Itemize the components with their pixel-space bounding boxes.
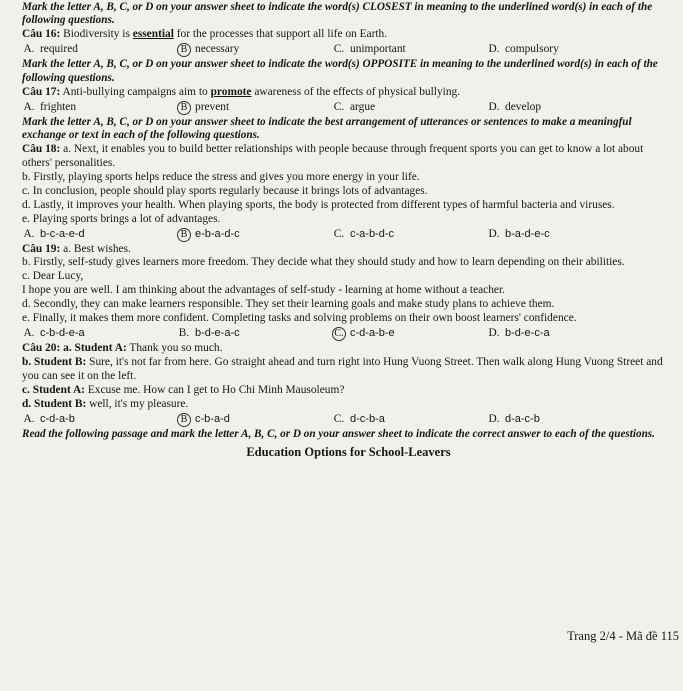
q18-line-b: b. Firstly, playing sports helps reduce the stress and gives you more energy in your life. [22, 170, 420, 183]
option-text: frighten [40, 100, 77, 113]
option-text: develop [505, 100, 542, 113]
option-letter: C. [333, 43, 345, 56]
option-text: b-a-d-e-c [505, 227, 550, 240]
option-text: c-b-d-e-a [40, 327, 85, 340]
q17-option-1[interactable] [177, 101, 332, 115]
option-text: c-a-b-d-c [350, 227, 395, 240]
options-18 [22, 228, 675, 242]
option-text: b-c-a-e-d [40, 227, 85, 240]
options-19 [22, 327, 675, 341]
option-letter: D. [488, 227, 500, 240]
q19-line-c: c. Dear Lucy, [22, 270, 84, 283]
instruction-closest: Mark the letter A, B, C, or D on your answer sheet to indicate the word(s) CLOSEST in meaning to the underlined word(s) in each of the following questions. [22, 1, 653, 27]
q20-option-2[interactable] [332, 413, 487, 427]
q17-option-0[interactable] [22, 101, 177, 115]
q19-line-letter: I hope you are well. I am thinking about the advantages of self-study - learning at home without a teacher. [22, 284, 506, 297]
option-text: b-d-e-a-c [195, 327, 240, 340]
option-text: c-b-a-d [195, 412, 230, 425]
q20-line-a: Câu 20: a. Student A: Thank you so much. [22, 342, 223, 354]
q16-option-3[interactable] [487, 43, 642, 57]
options-17 [22, 101, 675, 115]
q16-option-0[interactable] [22, 43, 177, 57]
option-letter: A. [23, 43, 35, 56]
q16-option-1[interactable] [177, 43, 332, 57]
option-letter: C. [333, 227, 345, 240]
option-text: d-c-b-a [350, 412, 385, 425]
q19-line-d: d. Secondly, they can make learners responsible. They set their learning goals and make study plans to achieve them. [22, 298, 555, 311]
q18-line-a: Câu 18: a. Next, it enables you to build better relationships with people because through frequent sports you can get to know a lot about others' personalities. [22, 143, 644, 170]
question-17: Câu 17: Anti-bullying campaigns aim to promote awareness of the effects of physical bullying. [22, 85, 461, 98]
option-text: unimportant [350, 43, 406, 56]
option-text: e-b-a-d-c [195, 227, 240, 240]
q18-line-d: d. Lastly, it improves your health. When playing sports, the body is protected from different types of harmful bacteria and viruses. [22, 198, 615, 211]
option-text: c-d-a-b [40, 412, 75, 425]
q20-line-c: c. Student A: Excuse me. How can I get to Ho Chi Minh Mausoleum? [22, 383, 345, 396]
option-letter: C. [333, 100, 345, 113]
option-letter: D. [488, 327, 500, 340]
option-text: b-d-e-c-a [505, 327, 550, 340]
option-letter: C. [333, 412, 345, 425]
option-letter: A. [23, 327, 35, 340]
passage-title: Education Options for School-Leavers [246, 444, 451, 459]
page-footer: Trang 2/4 - Mã đề 115 [567, 629, 679, 643]
option-text: required [40, 43, 78, 56]
q19-line-b: b. Firstly, self-study gives learners more freedom. They decide what they should study and how to learn depending on their abilities. [22, 256, 625, 269]
option-letter: A. [23, 412, 35, 425]
q17-option-2[interactable] [332, 101, 487, 115]
option-text: necessary [195, 43, 240, 56]
q19-option-2[interactable] [332, 327, 487, 341]
option-letter: B [177, 413, 191, 427]
q19-option-0[interactable] [22, 327, 177, 341]
q20-option-3[interactable] [487, 413, 642, 427]
option-text: prevent [195, 100, 230, 113]
q18-line-e: e. Playing sports brings a lot of advantages. [22, 212, 221, 225]
instruction-arrangement: Mark the letter A, B, C, or D on your answer sheet to indicate the best arrangement of utterances or sentences to make a meaningful exchange or text in each of the following questions. [22, 115, 632, 141]
option-letter: B. [178, 327, 190, 340]
option-letter: B [177, 228, 191, 242]
instruction-opposite: Mark the letter A, B, C, or D on your answer sheet to indicate the word(s) OPPOSITE in meaning to the underlined word(s) in each of the following questions. [22, 58, 658, 84]
option-letter: A. [23, 100, 35, 113]
question-16: Câu 16: Biodiversity is essential for the processes that support all life on Earth. [22, 28, 388, 41]
option-letter: D. [488, 100, 500, 113]
option-letter: B [177, 101, 191, 115]
option-text: compulsory [505, 43, 559, 56]
q20-line-b: b. Student B: Sure, it's not far from here. Go straight ahead and turn right into Hung Vuong Street. Then walk along Hung Vuong Street and you can see it on the left. [22, 355, 663, 382]
option-text: argue [350, 100, 376, 113]
option-text: c-d-a-b-e [350, 327, 395, 340]
q20-line-d: d. Student B: well, it's my pleasure. [22, 397, 189, 410]
option-letter: D. [488, 43, 500, 56]
q19-option-1[interactable] [177, 327, 332, 341]
q19-line-e: e. Finally, it makes them more confident. Completing tasks and solving problems on their own boost learners' confidence. [22, 312, 577, 325]
q17-option-3[interactable] [487, 101, 642, 115]
options-16 [22, 43, 675, 57]
option-letter: B [177, 43, 191, 57]
q20-option-1[interactable] [177, 413, 332, 427]
q18-option-1[interactable] [177, 228, 332, 242]
option-letter: A. [23, 227, 35, 240]
option-text: d-a-c-b [505, 412, 540, 425]
instruction-reading: Read the following passage and mark the letter A, B, C, or D on your answer sheet to indicate the correct answer to each of the questions. [22, 427, 655, 440]
q18-option-2[interactable] [332, 228, 487, 242]
q18-line-c: c. In conclusion, people should play sports regularly because it brings lots of advantages. [22, 184, 428, 197]
q20-option-0[interactable] [22, 413, 177, 427]
q16-option-2[interactable] [332, 43, 487, 57]
option-letter: C. [332, 327, 346, 341]
q18-option-3[interactable] [487, 228, 642, 242]
q18-option-0[interactable] [22, 228, 177, 242]
q19-option-3[interactable] [487, 327, 642, 341]
q19-line-a: Câu 19: a. Best wishes. [22, 242, 131, 255]
options-20 [22, 413, 675, 427]
option-letter: D. [488, 412, 500, 425]
